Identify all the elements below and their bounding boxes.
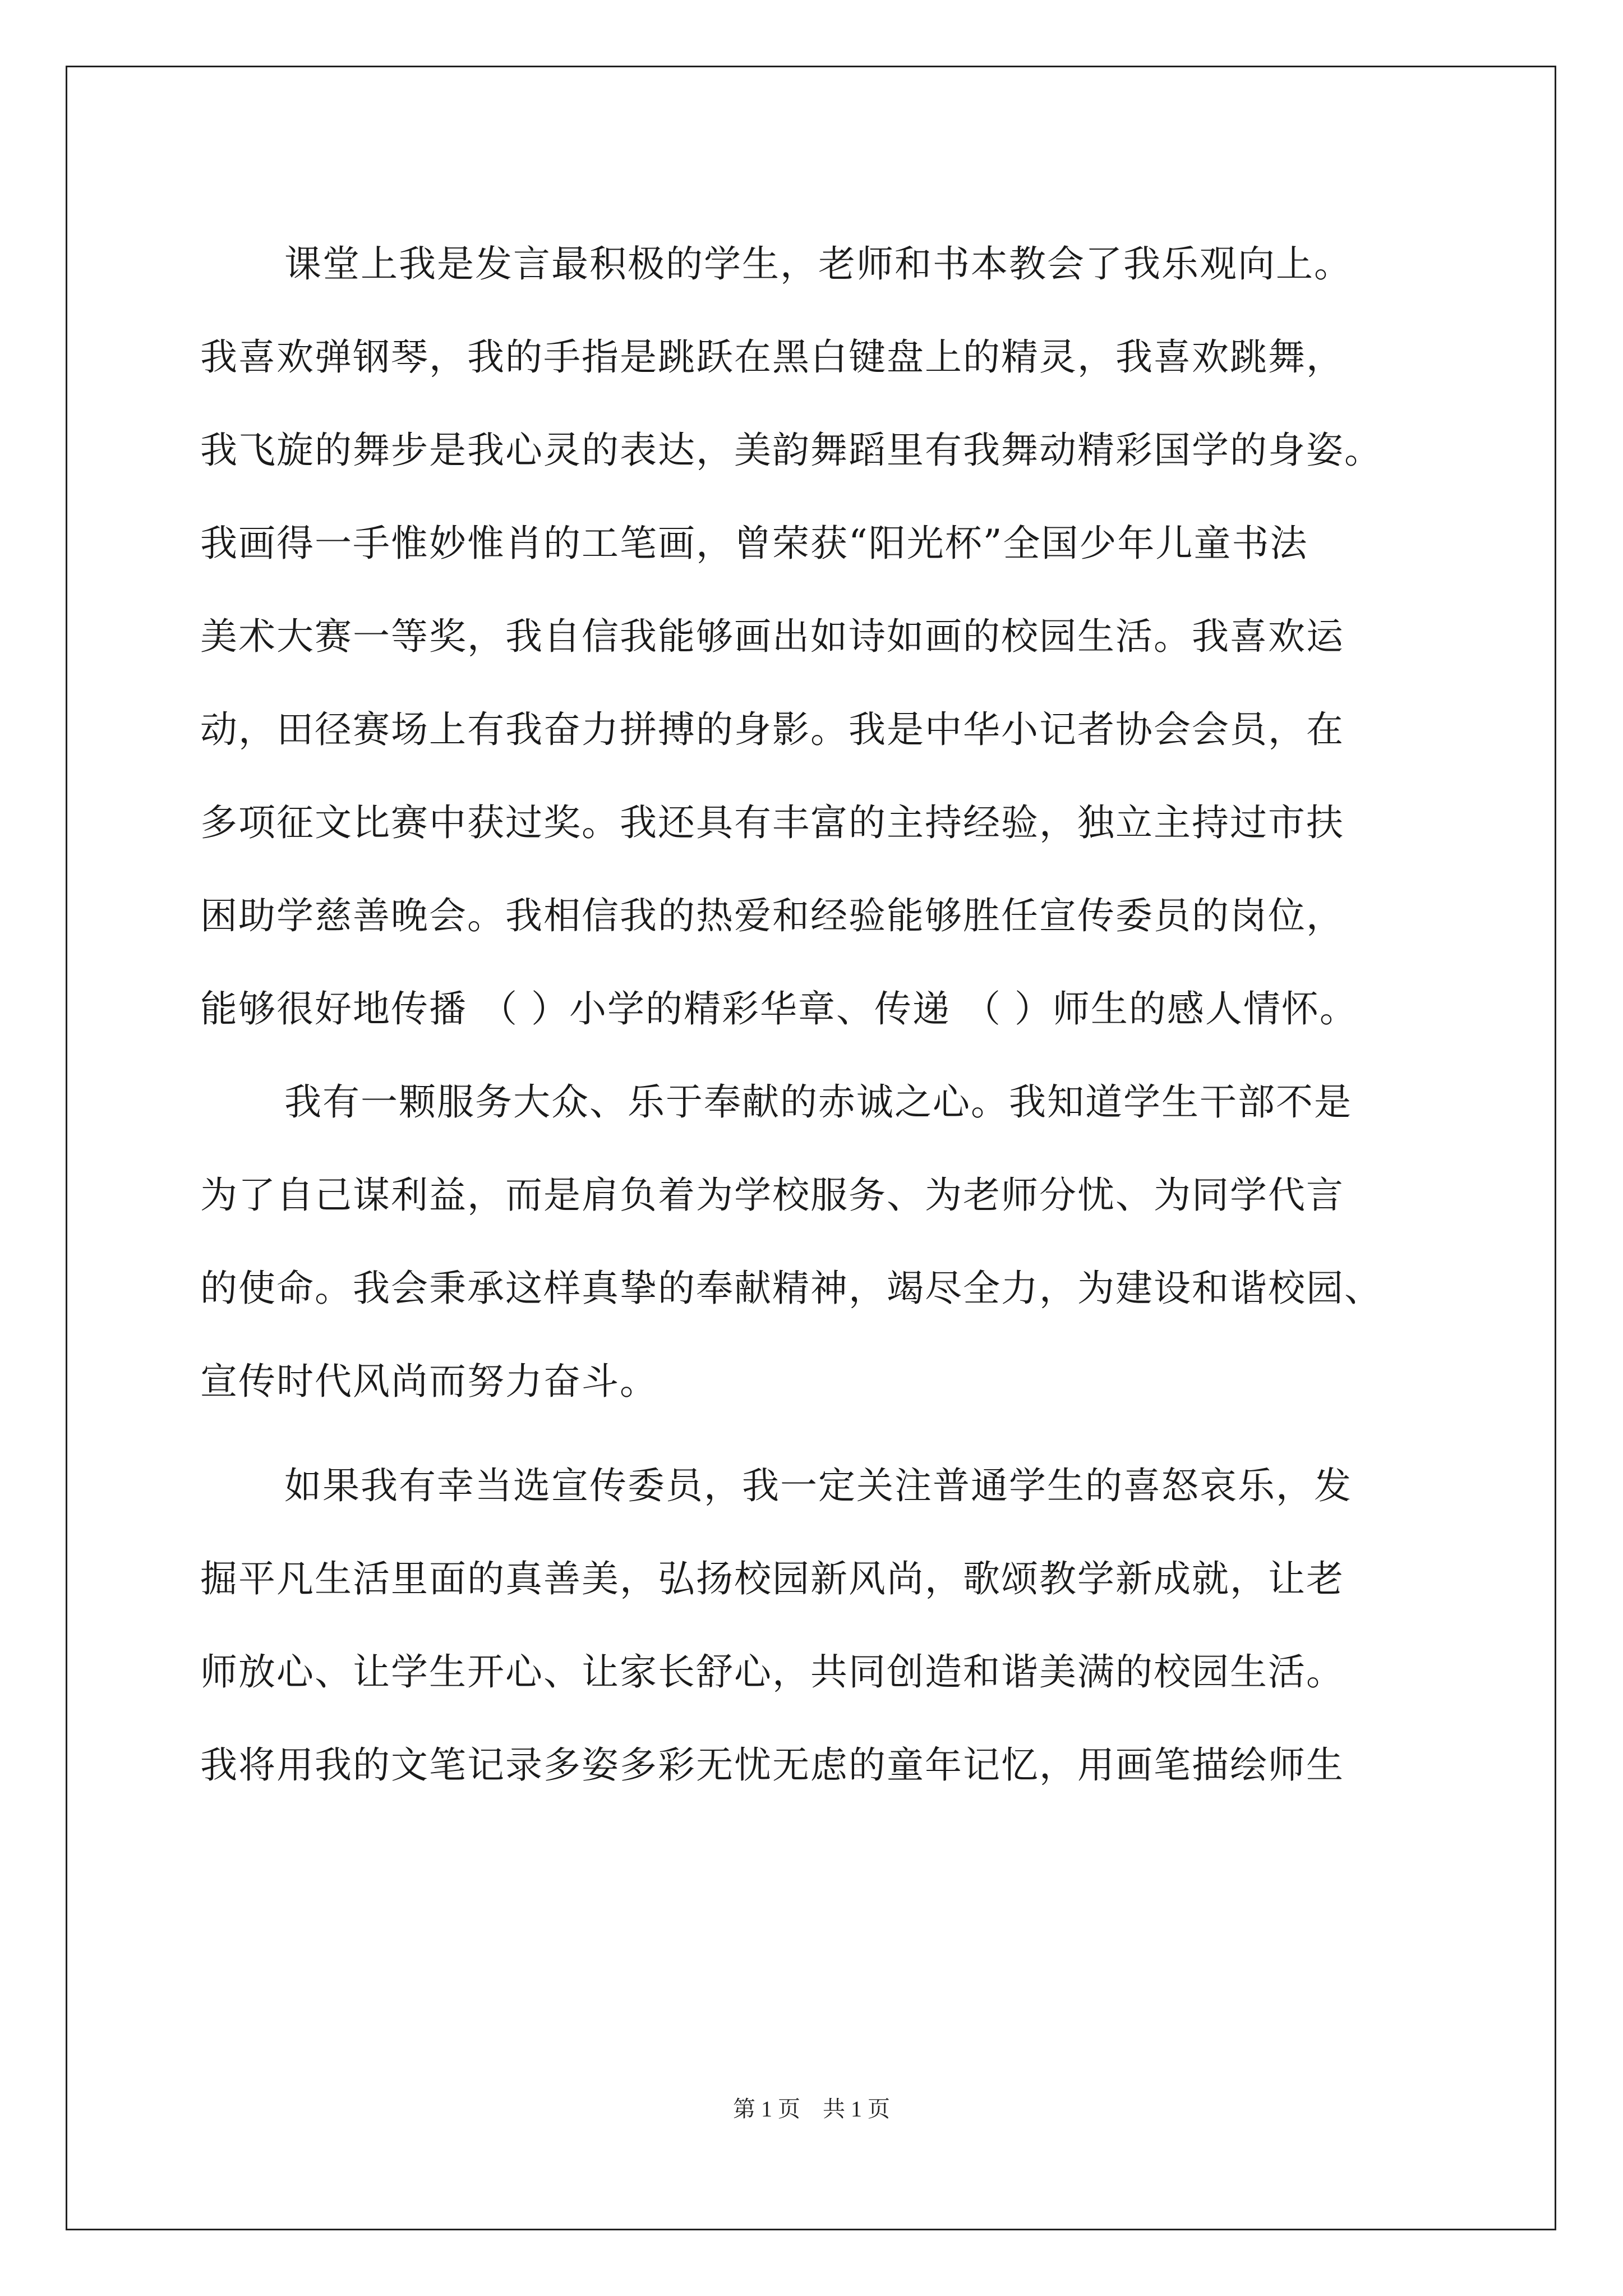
paragraph-line: 如果我有幸当选宣传委员，我一定关注普通学生的喜怒哀乐，发 (284, 1464, 1352, 1507)
document-body (200, 218, 1434, 1812)
paragraph-line: 困助学慈善晚会。我相信我的热爱和经验能够胜任宣传委员的岗位， (200, 894, 1344, 937)
page-number: 第 1 页 共 1 页 (733, 2096, 890, 2122)
paragraph-line: 我画得一手惟妙惟肖的工笔画，曾荣获“阳光杯”全国少年儿童书法 (200, 522, 1308, 565)
paragraph-line: 我将用我的文笔记录多姿多彩无忧无虑的童年记忆，用画笔描绘师生 (200, 1743, 1344, 1787)
paragraph-line: 美术大赛一等奖，我自信我能够画出如诗如画的校园生活。我喜欢运 (200, 615, 1344, 658)
paragraph-line: 师放心、让学生开心、让家长舒心，共同创造和谐美满的校园生活。 (200, 1650, 1344, 1694)
paragraph-line: 我有一颗服务大众、乐于奉献的赤诚之心。我知道学生干部不是 (284, 1080, 1352, 1124)
paragraph-line: 能够很好地传播 （ ）小学的精彩华章、传递 （ ）师生的感人情怀。 (200, 987, 1358, 1030)
paragraph-line: 的使命。我会秉承这样真挚的奉献精神，竭尽全力，为建设和谐校园、 (200, 1267, 1382, 1310)
paragraph-line: 我飞旋的舞步是我心灵的表达，美韵舞蹈里有我舞动精彩国学的身姿。 (200, 429, 1382, 472)
paragraph-line: 多项征文比赛中获过奖。我还具有丰富的主持经验，独立主持过市扶 (200, 801, 1344, 844)
paragraph-line: 我喜欢弹钢琴，我的手指是跳跃在黑白键盘上的精灵，我喜欢跳舞， (200, 335, 1344, 379)
paragraph-line: 掘平凡生活里面的真善美，弘扬校园新风尚，歌颂教学新成就，让老 (200, 1557, 1344, 1600)
paragraph-line: 宣传时代风尚而努力奋斗。 (200, 1360, 658, 1403)
paragraph-line: 动，田径赛场上有我奋力拼搏的身影。我是中华小记者协会会员，在 (200, 708, 1344, 751)
paragraph-line: 课堂上我是发言最积极的学生，老师和书本教会了我乐观向上。 (284, 242, 1352, 286)
paragraph-line: 为了自己谋利益，而是肩负着为学校服务、为老师分忧、为同学代言 (200, 1174, 1344, 1217)
